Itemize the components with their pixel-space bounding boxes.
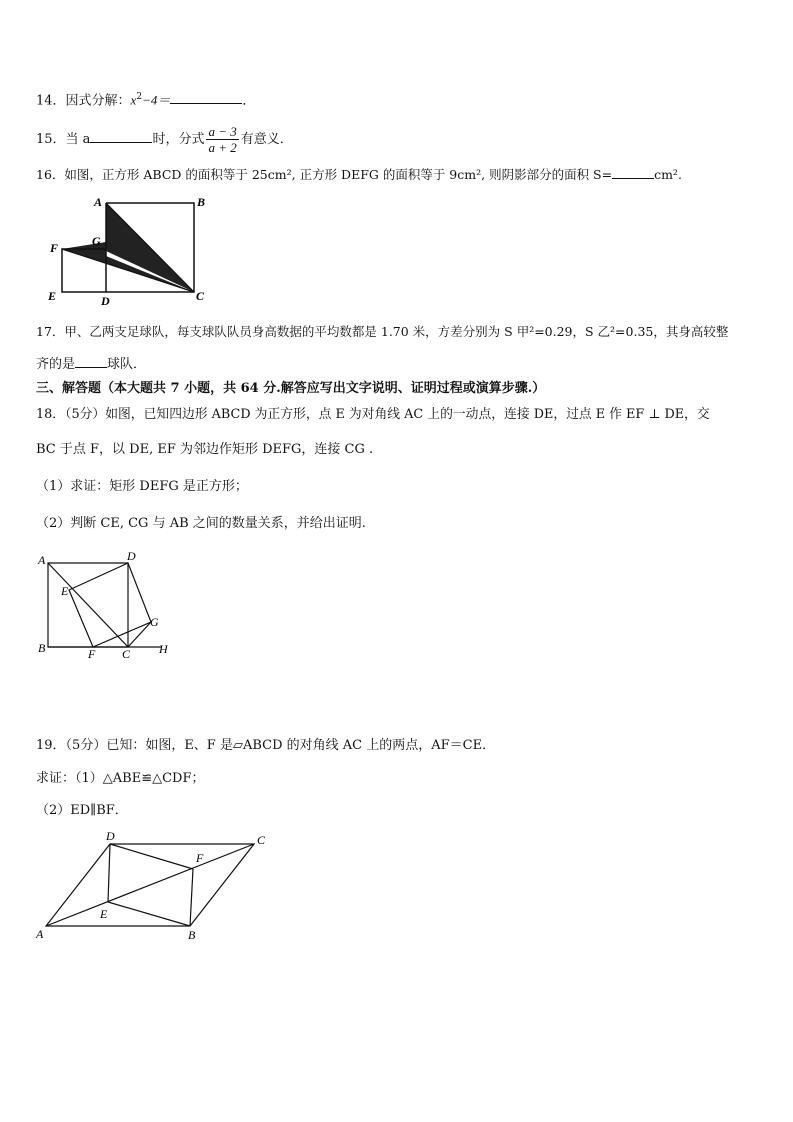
q16-label-b: B (197, 195, 206, 209)
q19-label-b: B (188, 928, 196, 942)
q16-label-a: A (94, 195, 103, 209)
q15-numerator: a − 3 (208, 124, 237, 139)
q19-label-a: A (36, 927, 44, 941)
q19-figure (34, 826, 274, 946)
q19-line1: 19．（5分）已知：如图，E、F 是▱ABCD 的对角线 AC 上的两点，AF＝CE． (36, 738, 496, 753)
question-18-part1 (36, 478, 248, 496)
q18-figure (36, 550, 176, 660)
q19-label-d: D (106, 829, 115, 843)
question-15 (36, 120, 293, 160)
question-17-line2 (36, 355, 146, 374)
q16-label-g: G (92, 234, 101, 248)
q18-line1: 18．（5分）如图，已知四边形 ABCD 为正方形，点 E 为对角线 AC 上的一动点，连接 DE，过点 E 作 EF ⊥ DE，交 (36, 407, 710, 422)
question-17-line1 (36, 323, 728, 341)
question-18-line2 (36, 441, 373, 459)
q18-label-g: G (150, 615, 159, 629)
question-19-line1 (36, 737, 495, 755)
q17-answer-blank[interactable] (75, 355, 107, 368)
q18-label-h: H (159, 642, 168, 656)
q14-prefix: 14．因式分解： (36, 93, 131, 109)
question-16 (36, 166, 682, 184)
q16-suffix: cm². (654, 167, 682, 182)
q19-line2: 求证：（1）△ABE≌△CDF； (36, 771, 205, 786)
q16-text: 16．如图，正方形 ABCD 的面积等于 25cm², 正方形 DEFG 的面积等于 9cm², 则阴影部分的面积 S= (36, 167, 613, 182)
q19-label-e: E (100, 907, 108, 921)
q15-prefix: 15．当 a (36, 132, 91, 147)
q14-suffix: ． (242, 93, 256, 109)
q18-label-a: A (38, 553, 46, 567)
q18-label-e: E (61, 584, 69, 598)
q15-mid: 时，分式 (152, 132, 205, 147)
q18-part1: （1）求证：矩形 DEFG 是正方形； (36, 479, 248, 494)
q15-answer-blank[interactable] (90, 130, 152, 143)
q19-line3: （2）ED∥BF． (36, 803, 128, 818)
q15-denominator: a + 2 (208, 140, 237, 155)
question-19-line3 (36, 802, 128, 820)
question-19-line2 (36, 770, 204, 788)
q19-label-f: F (196, 851, 204, 865)
q14-expr-base: x (130, 92, 137, 108)
question-14 (36, 88, 255, 110)
q19-label-c: C (257, 833, 266, 847)
q16-figure (44, 192, 214, 306)
q18-label-d: D (127, 550, 136, 563)
question-18-line1 (36, 406, 710, 424)
q17-line2-prefix: 齐的是 (36, 357, 76, 372)
q16-label-c: C (196, 289, 205, 303)
q14-answer-blank[interactable] (170, 91, 242, 104)
q14-expr-rest: −4＝ (142, 92, 171, 108)
q15-fraction (206, 124, 238, 155)
q16-label-f: F (50, 241, 59, 255)
q18-part2: （2）判断 CE, CG 与 AB 之间的数量关系，并给出证明. (36, 516, 366, 531)
q15-suffix: 有意义． (240, 132, 293, 147)
q18-label-f: F (88, 647, 96, 660)
question-18-part2 (36, 515, 366, 533)
q18-line2: BC 于点 F，以 DE, EF 为邻边作矩形 DEFG，连接 CG . (36, 442, 374, 457)
q16-label-d: D (101, 294, 110, 306)
q18-label-c: C (122, 647, 131, 660)
q18-label-b: B (38, 641, 46, 655)
q14-expr-exp: 2 (136, 92, 143, 102)
q17-line1: 17．甲、乙两支足球队，每支球队队员身高数据的平均数都是 1.70 米，方差分别为 S 甲²=0.29，S 乙²=0.35，其身高较整 (36, 324, 729, 339)
q16-answer-blank[interactable] (612, 166, 654, 179)
q18-square-defg (69, 563, 151, 647)
q16-label-e: E (48, 289, 57, 303)
section-3-title: 三、解答题（本大题共 7 小题，共 64 分.解答应写出文字说明、证明过程或演算步骤.） (36, 381, 546, 396)
q17-line2-suffix: 球队． (107, 357, 147, 372)
